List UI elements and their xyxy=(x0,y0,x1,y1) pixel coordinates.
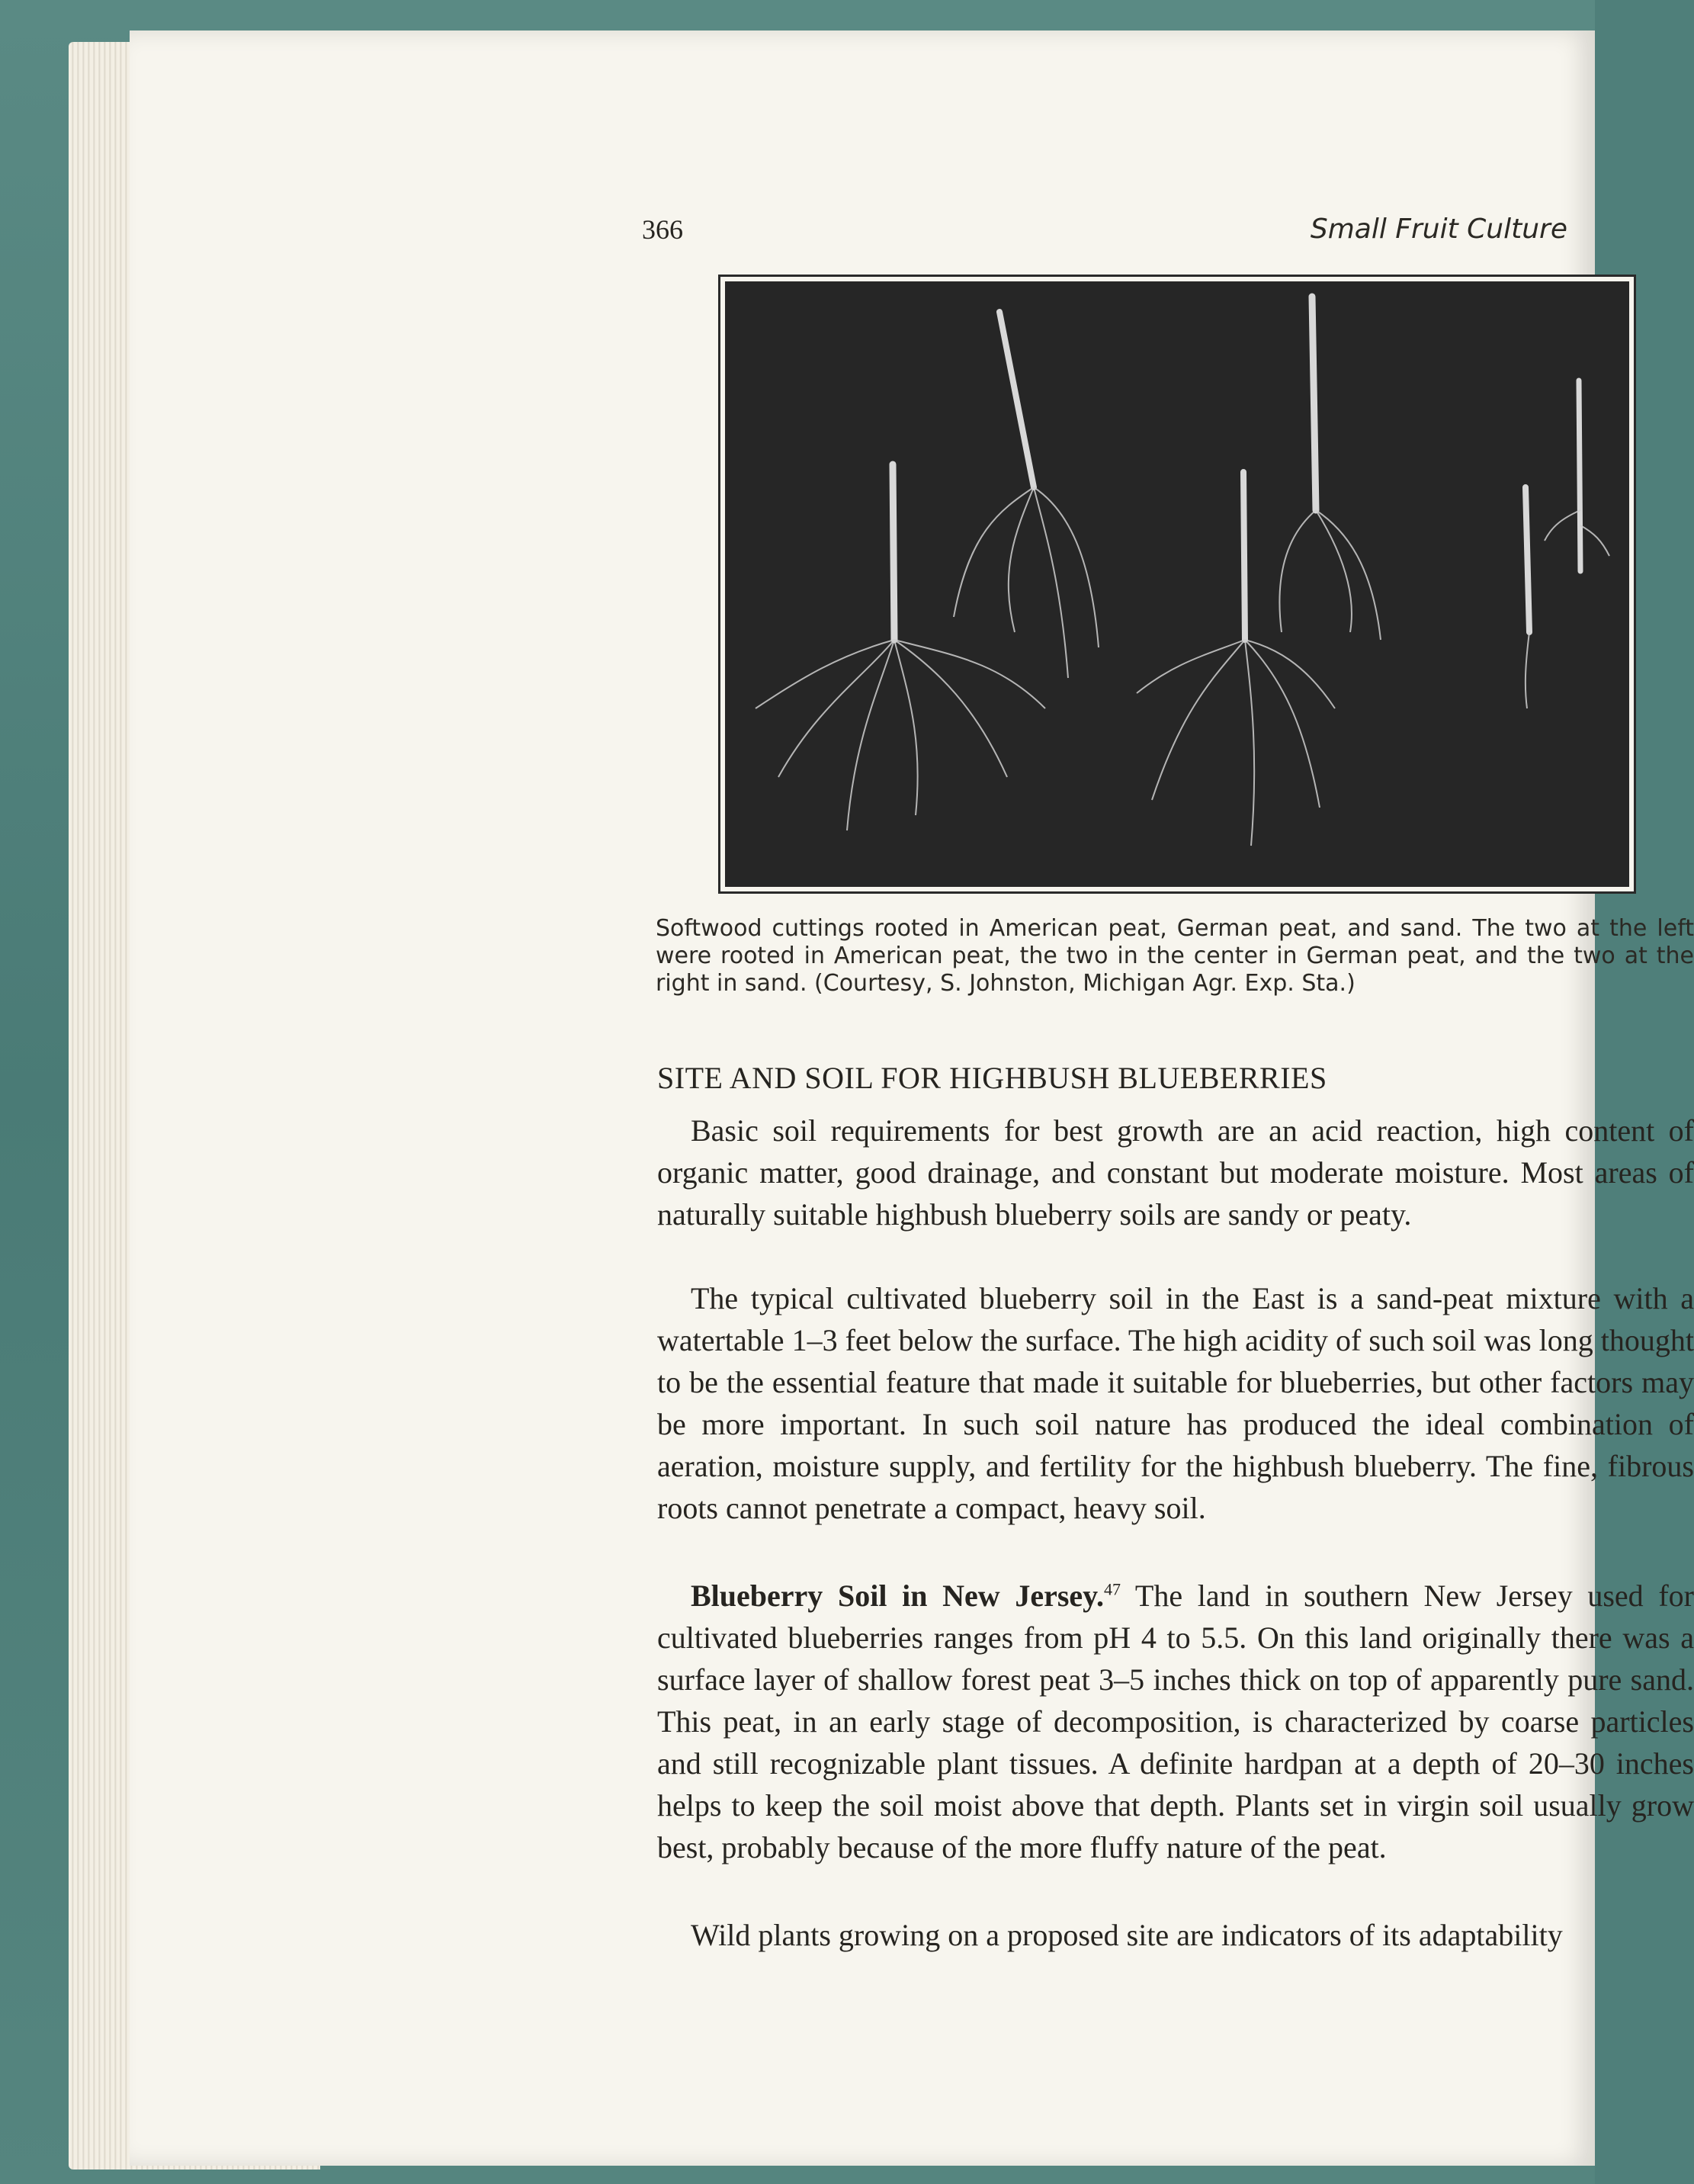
book-page xyxy=(130,31,1694,2166)
cutting-stem xyxy=(1526,487,1529,632)
section-heading: SITE AND SOIL FOR HIGHBUSH BLUEBERRIES xyxy=(657,1061,1327,1095)
cutting-stem xyxy=(1243,472,1245,640)
body-paragraph: Basic soil requirements for best growth are an acid reaction, high content of organic matter, good drainage, and constant but moderate moisture. Most areas of naturally suitable highbush blueberry soils are sandy or peaty. xyxy=(657,1113,1694,1232)
cutting-stem xyxy=(893,464,894,640)
body-paragraph: Wild plants growing on a proposed site are indicators of its adaptability xyxy=(691,1918,1563,1952)
figure-caption: Softwood cuttings rooted in American peat, German peat, and sand. The two at the left were rooted in American peat, the two in the center in German peat, and the two at the right in sand. (Courtesy, S. Johnston, Michigan Agr. Exp. Sta.) xyxy=(656,915,1694,997)
body-paragraph xyxy=(657,1575,1694,1868)
running-head: Small Fruit Culture xyxy=(1310,214,1567,245)
cuttings-photo xyxy=(725,281,1629,887)
body-paragraph: The typical cultivated blueberry soil in the East is a sand-peat mixture with a watertable 1–3 feet below the surface. The high acidity of such soil was long thought to be the essential feature that made it suitable for blueberries, but other factors may be more important. In such soil nature has produced the ideal combination of aeration, moisture supply, and fertility for the highbush blueberry. The fine, fibrous roots cannot penetrate a compact, heavy soil. xyxy=(657,1281,1694,1525)
cutting-stem xyxy=(1312,297,1316,510)
paragraph-text: The land in southern New Jersey used for cultivated blueberries ranges from pH 4 to 5.5. On this land originally there was a surface layer of shallow forest peat 3–5 inches thick on top of apparently pure sand. This peat, in an early stage of decomposition, is characterized by coarse particles and still recognizable plant tissues. A definite hardpan at a depth of 20–30 inches helps to keep the soil moist above that depth. Plants set in virgin soil usually grow best, probably because of the more fluffy nature of the peat. xyxy=(657,1579,1694,1864)
footnote-reference: 47 xyxy=(1103,1579,1121,1599)
cutting-stem xyxy=(1579,381,1580,571)
figure-frame xyxy=(718,275,1636,894)
page-number: 366 xyxy=(642,214,683,245)
paragraph-run-in-heading: Blueberry Soil in New Jersey. xyxy=(691,1579,1104,1613)
